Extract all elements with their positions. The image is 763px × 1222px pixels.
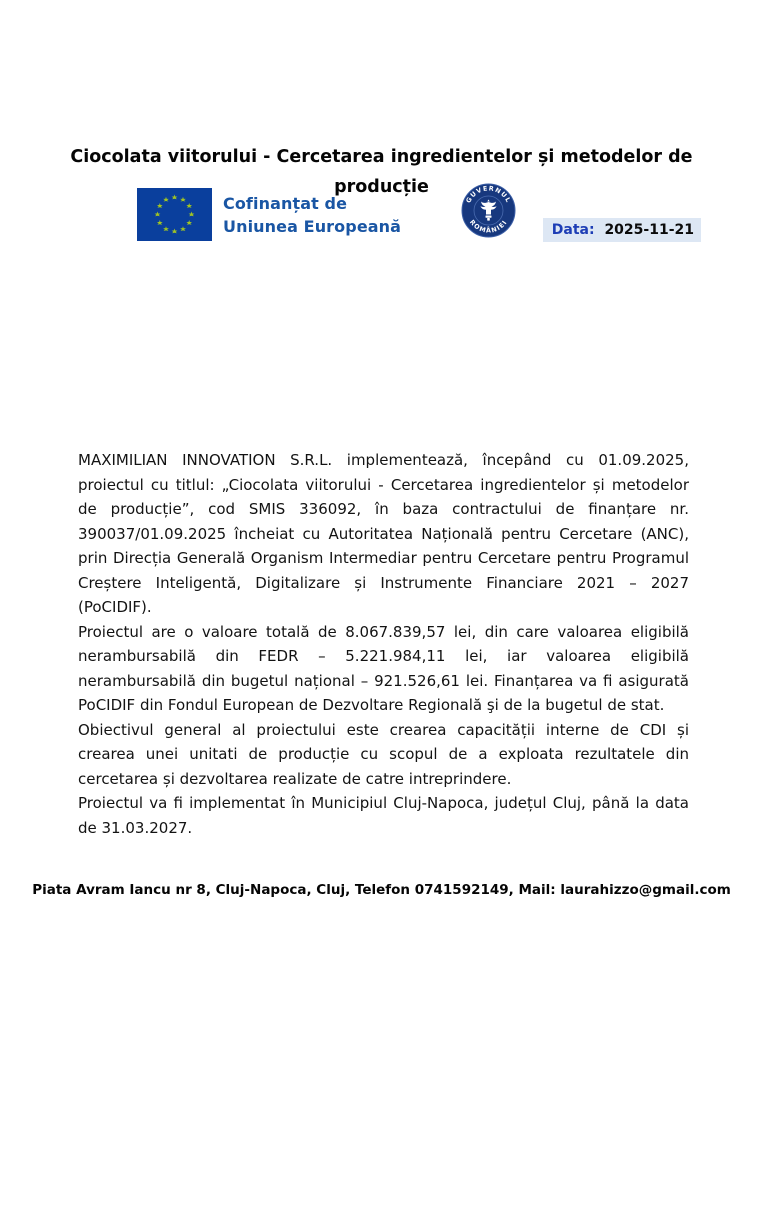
paragraph-project-value: Proiectul are o valoare totală de 8.067.839,57 lei, din care valoarea eligibilă nerambursabilă din FEDR – 5.221.984,11 lei, iar valoarea eligibilă nerambursabilă din bugetul național – 921.526,61 lei. Finanțarea va fi asigurată PoCIDIF din Fondul European de Dezvoltare Regională şi de la bugetul de stat.	[78, 622, 689, 714]
paragraph-project-objective: Obiectivul general al proiectului este crearea capacității interne de CDI și crearea unei unitati de producție cu scopul de a exploata rezultatele din cercetarea și dezvoltarea realizate de catre intreprindere.	[78, 720, 689, 788]
document-body	[78, 448, 689, 840]
gov-seal-top-text: GUVERNUL	[464, 184, 513, 205]
document-header	[0, 142, 763, 262]
eu-cofunded-logo	[137, 188, 401, 241]
document-title: Ciocolata viitorului - Cercetarea ingredientelor și metodelor de producție	[70, 147, 693, 197]
paragraph-project-location: Proiectul va fi implementat în Municipiul Cluj-Napoca, județul Cluj, până la data de 31.03.2027.	[78, 794, 689, 837]
gov-seal-bottom-text: ROMÂNIEI	[467, 218, 510, 235]
eu-logo-caption-line1: Cofinanțat de	[223, 194, 348, 213]
eu-flag-icon	[137, 188, 212, 241]
date-value: 2025-11-21	[604, 222, 694, 238]
date-label: Data:	[551, 222, 595, 238]
eu-logo-caption-line2: Uniunea Europeană	[223, 217, 402, 236]
paragraph-project-intro: MAXIMILIAN INNOVATION S.R.L. implementează, începând cu 01.09.2025, proiectul cu titlul: „Ciocolata viitorului - Cercetarea ingredientelor și metodelor de producție”, cod SMIS 336092, în baza contractului de finanțare nr. 390037/01.09.2025 încheiat cu Autoritatea Națională pentru Cercetare (ANC), prin Direcția Generală Organism Intermediar pentru Cercetare pentru Programul Creștere Inteligentă, Digitalizare și Instrumente Financiare 2021 – 2027 (PoCIDIF).	[78, 451, 689, 616]
romanian-government-seal-icon	[461, 183, 516, 238]
contact-footer: Piata Avram Iancu nr 8, Cluj-Napoca, Cluj, Telefon 0741592149, Mail: laurahizzo@gmail.com	[32, 882, 731, 898]
eu-logo-caption	[223, 188, 401, 238]
